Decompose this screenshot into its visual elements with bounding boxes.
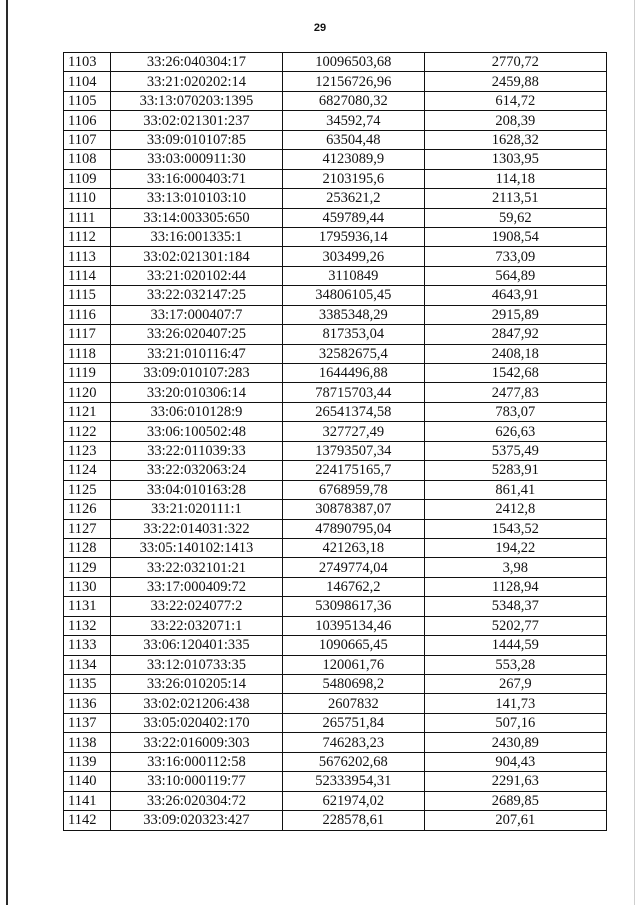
row-number-cell: 1117 — [64, 325, 111, 344]
cadastral-number-cell: 33:05:140102:1413 — [110, 538, 282, 557]
cadastral-number-cell: 33:21:020202:14 — [110, 72, 282, 91]
scan-right-border — [634, 0, 635, 905]
cadastral-value-cell: 817353,04 — [283, 325, 425, 344]
amount-cell: 2459,88 — [424, 72, 606, 91]
cadastral-value-cell: 6768959,78 — [283, 480, 425, 499]
cadastral-number-cell: 33:22:032071:1 — [110, 616, 282, 635]
row-number-cell: 1118 — [64, 344, 111, 363]
cadastral-value-cell: 12156726,96 — [283, 72, 425, 91]
table-row — [64, 422, 607, 441]
table-row — [64, 791, 607, 810]
table-row — [64, 72, 607, 91]
cadastral-number-cell: 33:16:000112:58 — [110, 752, 282, 771]
table-row — [64, 772, 607, 791]
amount-cell: 1444,59 — [424, 636, 606, 655]
amount-cell: 141,73 — [424, 694, 606, 713]
cadastral-value-cell: 6827080,32 — [283, 91, 425, 110]
table-row — [64, 519, 607, 538]
row-number-cell: 1108 — [64, 150, 111, 169]
cadastral-value-cell: 459789,44 — [283, 208, 425, 227]
cadastral-value-cell: 1644496,88 — [283, 364, 425, 383]
scan-left-border — [6, 0, 8, 905]
row-number-cell: 1134 — [64, 655, 111, 674]
cadastral-value-cell: 13793507,34 — [283, 441, 425, 460]
cadastral-value-cell: 63504,48 — [283, 130, 425, 149]
cadastral-number-cell: 33:20:010306:14 — [110, 383, 282, 402]
amount-cell: 267,9 — [424, 675, 606, 694]
table-row — [64, 91, 607, 110]
table-row — [64, 227, 607, 246]
row-number-cell: 1113 — [64, 247, 111, 266]
row-number-cell: 1111 — [64, 208, 111, 227]
cadastral-number-cell: 33:26:020407:25 — [110, 325, 282, 344]
amount-cell: 2689,85 — [424, 791, 606, 810]
amount-cell: 1542,68 — [424, 364, 606, 383]
row-number-cell: 1137 — [64, 713, 111, 732]
amount-cell: 2770,72 — [424, 53, 606, 72]
amount-cell: 5202,77 — [424, 616, 606, 635]
row-number-cell: 1142 — [64, 811, 111, 830]
table-row — [64, 130, 607, 149]
row-number-cell: 1122 — [64, 422, 111, 441]
cadastral-value-cell: 47890795,04 — [283, 519, 425, 538]
row-number-cell: 1139 — [64, 752, 111, 771]
row-number-cell: 1110 — [64, 189, 111, 208]
amount-cell: 2430,89 — [424, 733, 606, 752]
cadastral-value-cell: 621974,02 — [283, 791, 425, 810]
row-number-cell: 1121 — [64, 402, 111, 421]
cadastral-number-cell: 33:12:010733:35 — [110, 655, 282, 674]
cadastral-value-cell: 327727,49 — [283, 422, 425, 441]
table-row — [64, 247, 607, 266]
row-number-cell: 1116 — [64, 305, 111, 324]
table-row — [64, 53, 607, 72]
amount-cell: 2412,8 — [424, 500, 606, 519]
row-number-cell: 1125 — [64, 480, 111, 499]
amount-cell: 59,62 — [424, 208, 606, 227]
amount-cell: 733,09 — [424, 247, 606, 266]
table-row — [64, 752, 607, 771]
cadastral-number-cell: 33:05:020402:170 — [110, 713, 282, 732]
cadastral-value-cell: 5480698,2 — [283, 675, 425, 694]
cadastral-value-cell: 34592,74 — [283, 111, 425, 130]
cadastral-number-cell: 33:22:016009:303 — [110, 733, 282, 752]
cadastral-value-cell: 1795936,14 — [283, 227, 425, 246]
row-number-cell: 1114 — [64, 266, 111, 285]
cadastral-value-cell: 52333954,31 — [283, 772, 425, 791]
row-number-cell: 1119 — [64, 364, 111, 383]
row-number-cell: 1135 — [64, 675, 111, 694]
table-row — [64, 597, 607, 616]
amount-cell: 614,72 — [424, 91, 606, 110]
cadastral-value-cell: 146762,2 — [283, 577, 425, 596]
table-row — [64, 480, 607, 499]
cadastral-value-cell: 4123089,9 — [283, 150, 425, 169]
amount-cell: 5375,49 — [424, 441, 606, 460]
row-number-cell: 1129 — [64, 558, 111, 577]
cadastral-number-cell: 33:21:020102:44 — [110, 266, 282, 285]
cadastral-number-cell: 33:02:021206:438 — [110, 694, 282, 713]
table-row — [64, 441, 607, 460]
cadastral-value-cell: 32582675,4 — [283, 344, 425, 363]
cadastral-number-cell: 33:26:020304:72 — [110, 791, 282, 810]
cadastral-number-cell: 33:22:011039:33 — [110, 441, 282, 460]
table-row — [64, 655, 607, 674]
amount-cell: 5348,37 — [424, 597, 606, 616]
table-row — [64, 208, 607, 227]
cadastral-value-cell: 746283,23 — [283, 733, 425, 752]
table-row — [64, 150, 607, 169]
table-row — [64, 733, 607, 752]
row-number-cell: 1138 — [64, 733, 111, 752]
row-number-cell: 1123 — [64, 441, 111, 460]
table-row — [64, 169, 607, 188]
amount-cell: 207,61 — [424, 811, 606, 830]
table-row — [64, 811, 607, 830]
cadastral-value-cell: 34806105,45 — [283, 286, 425, 305]
amount-cell: 507,16 — [424, 713, 606, 732]
cadastral-value-cell: 421263,18 — [283, 538, 425, 557]
cadastral-number-cell: 33:21:010116:47 — [110, 344, 282, 363]
table-row — [64, 344, 607, 363]
row-number-cell: 1133 — [64, 636, 111, 655]
row-number-cell: 1128 — [64, 538, 111, 557]
row-number-cell: 1115 — [64, 286, 111, 305]
cadastral-number-cell: 33:09:010107:85 — [110, 130, 282, 149]
cadastral-number-cell: 33:17:000407:7 — [110, 305, 282, 324]
row-number-cell: 1136 — [64, 694, 111, 713]
row-number-cell: 1106 — [64, 111, 111, 130]
amount-cell: 2408,18 — [424, 344, 606, 363]
cadastral-number-cell: 33:22:032063:24 — [110, 461, 282, 480]
amount-cell: 4643,91 — [424, 286, 606, 305]
row-number-cell: 1120 — [64, 383, 111, 402]
cadastral-value-cell: 10395134,46 — [283, 616, 425, 635]
cadastral-value-cell: 228578,61 — [283, 811, 425, 830]
table-row — [64, 305, 607, 324]
amount-cell: 2291,63 — [424, 772, 606, 791]
table-row — [64, 675, 607, 694]
amount-cell: 114,18 — [424, 169, 606, 188]
table-row — [64, 364, 607, 383]
cadastral-value-cell: 3385348,29 — [283, 305, 425, 324]
cadastral-number-cell: 33:22:014031:322 — [110, 519, 282, 538]
amount-cell: 861,41 — [424, 480, 606, 499]
cadastral-value-cell: 265751,84 — [283, 713, 425, 732]
cadastral-value-cell: 78715703,44 — [283, 383, 425, 402]
cadastral-value-cell: 3110849 — [283, 266, 425, 285]
amount-cell: 626,63 — [424, 422, 606, 441]
amount-cell: 1128,94 — [424, 577, 606, 596]
amount-cell: 2915,89 — [424, 305, 606, 324]
table-row — [64, 577, 607, 596]
amount-cell: 194,22 — [424, 538, 606, 557]
cadastral-number-cell: 33:13:070203:1395 — [110, 91, 282, 110]
row-number-cell: 1107 — [64, 130, 111, 149]
table-row — [64, 461, 607, 480]
cadastral-value-cell: 2103195,6 — [283, 169, 425, 188]
table-row — [64, 325, 607, 344]
cadastral-number-cell: 33:09:020323:427 — [110, 811, 282, 830]
cadastral-number-cell: 33:17:000409:72 — [110, 577, 282, 596]
row-number-cell: 1112 — [64, 227, 111, 246]
cadastral-number-cell: 33:14:003305:650 — [110, 208, 282, 227]
cadastral-value-cell: 2749774,04 — [283, 558, 425, 577]
cadastral-number-cell: 33:06:100502:48 — [110, 422, 282, 441]
cadastral-number-cell: 33:26:040304:17 — [110, 53, 282, 72]
table-row — [64, 286, 607, 305]
cadastral-number-cell: 33:16:000403:71 — [110, 169, 282, 188]
table-row — [64, 189, 607, 208]
cadastral-value-cell: 224175165,7 — [283, 461, 425, 480]
amount-cell: 904,43 — [424, 752, 606, 771]
row-number-cell: 1109 — [64, 169, 111, 188]
cadastral-value-cell: 10096503,68 — [283, 53, 425, 72]
row-number-cell: 1140 — [64, 772, 111, 791]
amount-cell: 1908,54 — [424, 227, 606, 246]
row-number-cell: 1103 — [64, 53, 111, 72]
amount-cell: 2113,51 — [424, 189, 606, 208]
table-row — [64, 266, 607, 285]
page-number: 29 — [313, 22, 327, 34]
row-number-cell: 1141 — [64, 791, 111, 810]
cadastral-value-cell: 30878387,07 — [283, 500, 425, 519]
cadastral-value-cell: 5676202,68 — [283, 752, 425, 771]
row-number-cell: 1132 — [64, 616, 111, 635]
table-row — [64, 402, 607, 421]
amount-cell: 553,28 — [424, 655, 606, 674]
table-row — [64, 111, 607, 130]
table-row — [64, 636, 607, 655]
cadastral-number-cell: 33:09:010107:283 — [110, 364, 282, 383]
amount-cell: 2477,83 — [424, 383, 606, 402]
cadastral-number-cell: 33:22:032101:21 — [110, 558, 282, 577]
table-row — [64, 500, 607, 519]
table-row — [64, 713, 607, 732]
cadastral-number-cell: 33:21:020111:1 — [110, 500, 282, 519]
cadastral-number-cell: 33:06:010128:9 — [110, 402, 282, 421]
cadastral-value-cell: 2607832 — [283, 694, 425, 713]
cadastral-value-cell: 1090665,45 — [283, 636, 425, 655]
cadastral-number-cell: 33:22:024077:2 — [110, 597, 282, 616]
registry-table-body — [64, 53, 607, 831]
row-number-cell: 1124 — [64, 461, 111, 480]
amount-cell: 783,07 — [424, 402, 606, 421]
row-number-cell: 1104 — [64, 72, 111, 91]
cadastral-number-cell: 33:04:010163:28 — [110, 480, 282, 499]
cadastral-value-cell: 120061,76 — [283, 655, 425, 674]
amount-cell: 1628,32 — [424, 130, 606, 149]
cadastral-number-cell: 33:16:001335:1 — [110, 227, 282, 246]
row-number-cell: 1130 — [64, 577, 111, 596]
amount-cell: 1543,52 — [424, 519, 606, 538]
table-row — [64, 383, 607, 402]
amount-cell: 3,98 — [424, 558, 606, 577]
registry-table — [63, 52, 607, 831]
row-number-cell: 1127 — [64, 519, 111, 538]
table-row — [64, 694, 607, 713]
cadastral-value-cell: 303499,26 — [283, 247, 425, 266]
amount-cell: 2847,92 — [424, 325, 606, 344]
table-row — [64, 616, 607, 635]
amount-cell: 1303,95 — [424, 150, 606, 169]
row-number-cell: 1131 — [64, 597, 111, 616]
cadastral-number-cell: 33:06:120401:335 — [110, 636, 282, 655]
cadastral-number-cell: 33:22:032147:25 — [110, 286, 282, 305]
cadastral-value-cell: 53098617,36 — [283, 597, 425, 616]
cadastral-number-cell: 33:02:021301:237 — [110, 111, 282, 130]
amount-cell: 208,39 — [424, 111, 606, 130]
table-row — [64, 538, 607, 557]
cadastral-number-cell: 33:02:021301:184 — [110, 247, 282, 266]
amount-cell: 564,89 — [424, 266, 606, 285]
amount-cell: 5283,91 — [424, 461, 606, 480]
cadastral-value-cell: 26541374,58 — [283, 402, 425, 421]
table-row — [64, 558, 607, 577]
cadastral-number-cell: 33:26:010205:14 — [110, 675, 282, 694]
row-number-cell: 1126 — [64, 500, 111, 519]
cadastral-value-cell: 253621,2 — [283, 189, 425, 208]
cadastral-number-cell: 33:13:010103:10 — [110, 189, 282, 208]
row-number-cell: 1105 — [64, 91, 111, 110]
cadastral-number-cell: 33:03:000911:30 — [110, 150, 282, 169]
cadastral-number-cell: 33:10:000119:77 — [110, 772, 282, 791]
